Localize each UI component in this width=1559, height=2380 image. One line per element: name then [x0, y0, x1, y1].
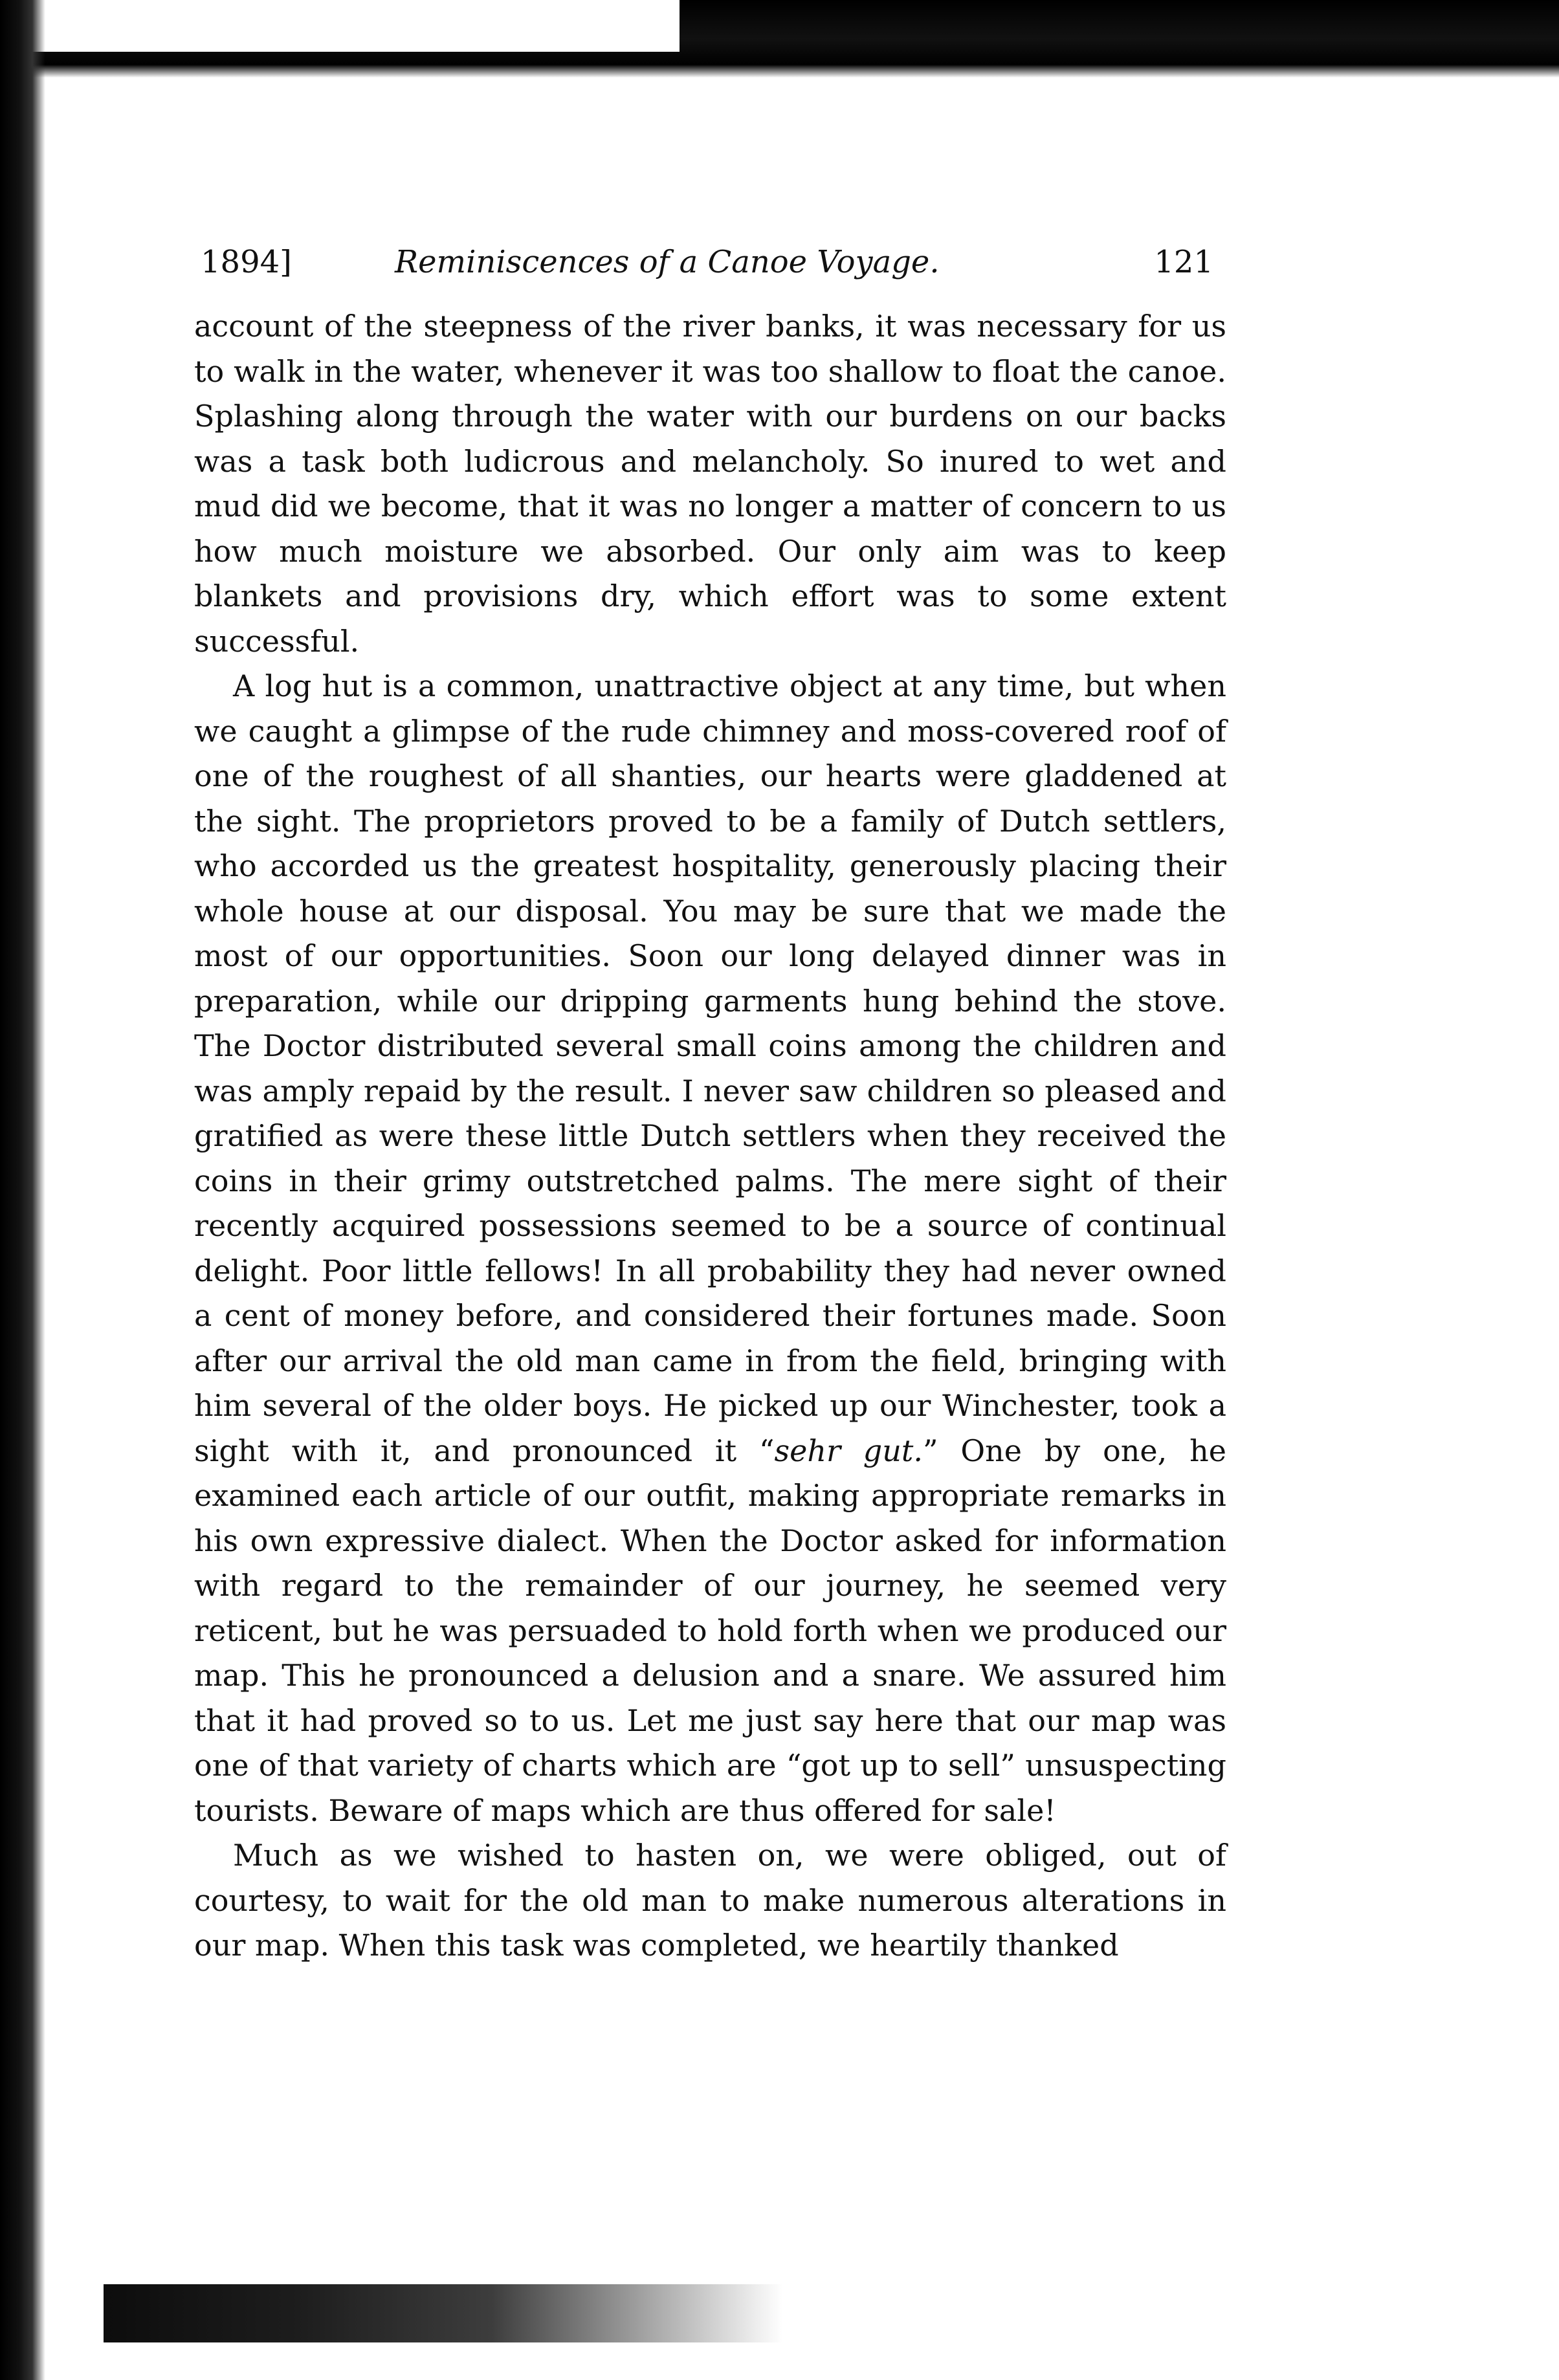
running-head-title: Reminiscences of a Canoe Voyage. — [395, 244, 940, 280]
paragraph-3: Much as we wished to hasten on, we were obliged, out of courtesy, to wait for the old man to make numerous alterations in our map. When this task was completed, we heartily thanked — [194, 1838, 1226, 1963]
page-number: 121 — [1154, 244, 1213, 280]
body-text — [194, 304, 1226, 1968]
paragraph-2-text-a: A log hut is a common, unattractive object at any time, but when we caught a glimpse of the rude chimney and moss-covered roof of one of the roughest of all shanties, our hearts were gladdened at the sight. The proprietors proved to be a family of Dutch settlers, who accorded us the greatest hospitality, generously placing their whole house at our disposal. You may be sure that we made the most of our opportunities. Soon our long delayed dinner was in preparation, while our dripping garments hung behind the stove. The Doctor distributed several small coins among the children and was amply repaid by the result. I never saw children so pleased and gratified as were these little Dutch settlers when they received the coins in their grimy outstretched palms. The mere sight of their recently acquired possessions seemed to be a source of continual delight. Poor little fellows! In all probability they had never owned a cent of money before, and considered their fortunes made. Soon after our arrival the old man came in from the field, bringing with him several of the older boys. He picked up our Winchester, took a sight with it, and pronounced it “ — [194, 668, 1226, 1468]
scan-border-left — [0, 0, 45, 2380]
paragraph-2-text-b: ” One by one, he examined each article of our outfit, making appropriate remarks in his own expressive dialect. When the Doctor asked for information with regard to the remainder of our journey, he seemed very reticent, but he was persuaded to hold forth when we produced our map. This he pronounced a delusion and a snare. We assured him that it had proved so to us. Let me just say here that our map was one of that variety of charts which are “got up to sell” unsuspecting tourists. Beware of maps which are thus offered for sale! — [194, 1433, 1226, 1828]
paragraph-2-emphasis: sehr gut. — [774, 1433, 923, 1468]
running-head-year: 1894] — [201, 244, 292, 280]
paragraph-2 — [194, 664, 1226, 1833]
scan-border-top-gap — [0, 0, 680, 52]
scan-smudge-bottom — [104, 2284, 783, 2342]
paragraph-1: account of the steepness of the river banks, it was necessary for us to walk in the water, whenever it was too shallow to float the canoe. Splashing along through the water with our burdens on our backs was a task both ludicrous and melancholy. So inured to wet and mud did we become, that it was no longer a matter of concern to us how much moisture we absorbed. Our only aim was to keep blankets and provisions dry, which effort was to some extent successful. — [194, 309, 1226, 659]
book-page — [194, 233, 1226, 1968]
running-head — [194, 233, 1226, 291]
